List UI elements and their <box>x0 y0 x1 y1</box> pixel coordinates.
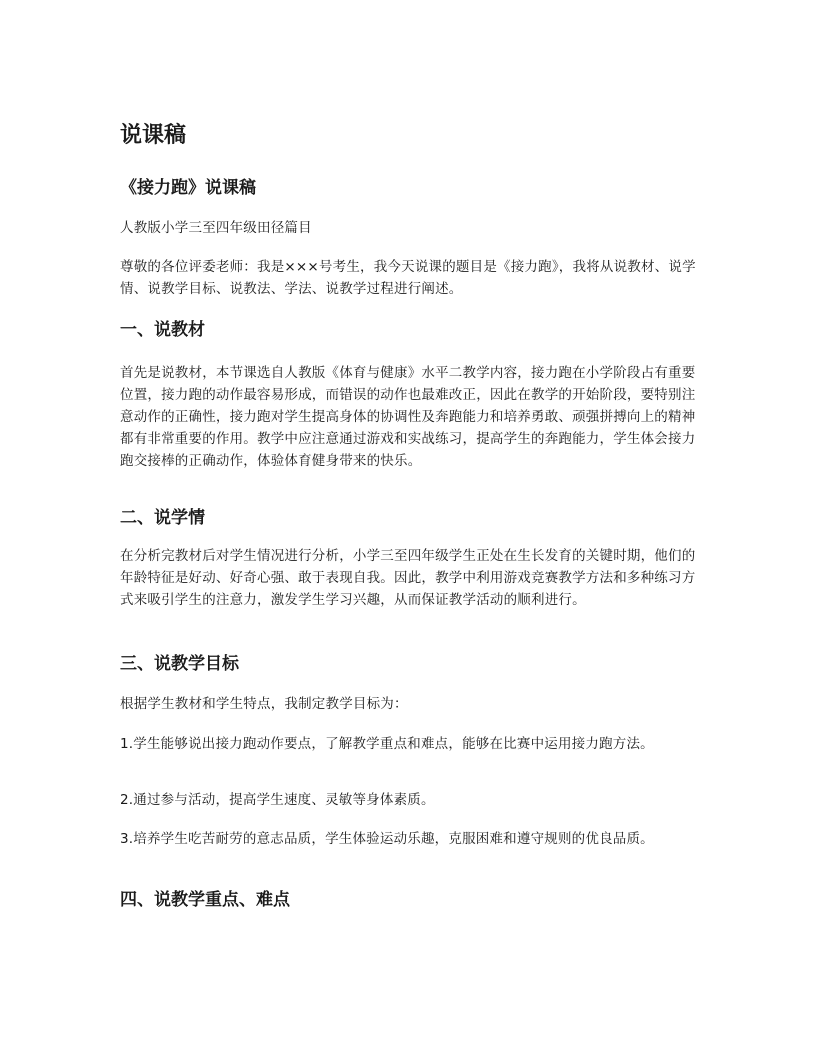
objective-item-3: 3.培养学生吃苦耐劳的意志品质，学生体验运动乐趣，克服困难和遵守规则的优良品质。 <box>120 831 654 847</box>
section-paragraph-textbook: 首先是说教材，本节课选自人教版《体育与健康》水平二教学内容，接力跑在小学阶段占有重要位置，接力跑的动作最容易形成，而错误的动作也最难改正，因此在教学的开始阶段，要特别注意动作的正确性，接力跑对学生提高身体的协调性及奔跑能力和培养勇敢、顽强拼搏向上的精神都有非常重要的作用。教学中应注意通过游戏和实战练习，提高学生的奔跑能力，学生体会接力跑交接棒的正确动作，体验体育健身带来的快乐。 <box>120 365 696 469</box>
intro-paragraph: 人教版小学三至四年级田径篇目 <box>120 220 312 236</box>
document-title: 说课稿 <box>120 123 187 148</box>
section-heading-textbook: 一、说教材 <box>120 320 205 340</box>
section-paragraph-student-analysis: 在分析完教材后对学生情况进行分析，小学三至四年级学生正处在生长发育的关键时期，他们的年龄特征是好动、好奇心强、敢于表现自我。因此，教学中利用游戏竞赛教学方法和多种练习方式来吸引学生的注意力，激发学生学习兴趣，从而保证教学活动的顺利进行。 <box>120 548 696 608</box>
section-heading-objectives: 三、说教学目标 <box>120 654 239 674</box>
objectives-lead-paragraph: 根据学生教材和学生特点，我制定教学目标为： <box>120 696 408 712</box>
greeting-paragraph: 尊敬的各位评委老师：我是×××号考生，我今天说课的题目是《接力跑》，我将从说教材、说学情、说教学目标、说教法、学法、说教学过程进行阐述。 <box>120 259 696 297</box>
document-subtitle: 《接力跑》说课稿 <box>120 178 256 198</box>
section-heading-key-points: 四、说教学重点、难点 <box>120 890 290 910</box>
objective-item-2: 2.通过参与活动，提高学生速度、灵敏等身体素质。 <box>120 792 435 808</box>
section-heading-student-analysis: 二、说学情 <box>120 508 205 528</box>
objective-item-1: 1.学生能够说出接力跑动作要点，了解教学重点和难点，能够在比赛中运用接力跑方法。 <box>120 736 654 752</box>
